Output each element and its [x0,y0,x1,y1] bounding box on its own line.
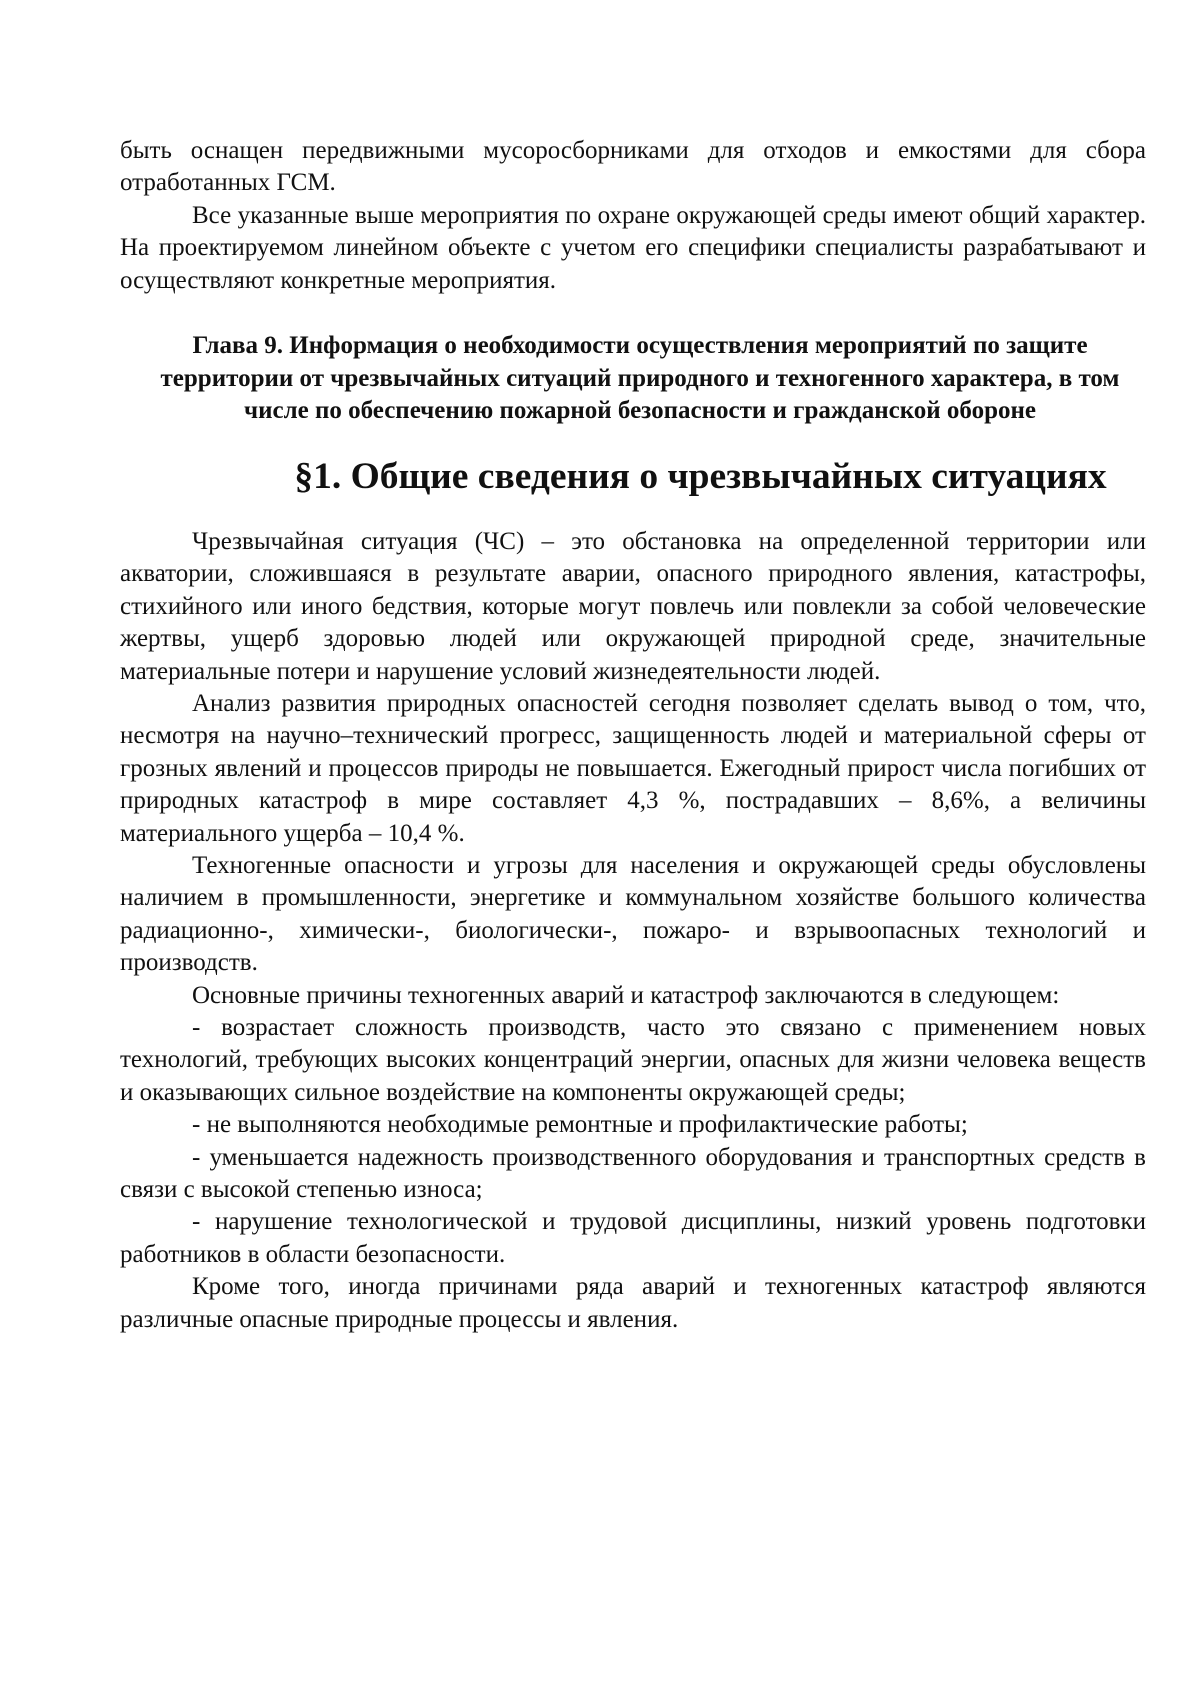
paragraph-main-causes: Основные причины техногенных аварий и катастроф заключаются в следующем: [192,981,1060,1009]
document-page [120,135,1146,1336]
paragraph-continued: быть оснащен передвижными мусоросборниками для отходов и емкостями для сбора отработанных ГСМ. [120,137,1146,197]
section-heading: §1. Общие сведения о чрезвычайных ситуациях [294,455,1107,497]
chapter-heading: Глава 9. Информация о необходимости осуществления мероприятий по защите территории от чрезвычайных ситуаций природного и техногенного характера, в том числе по обеспечению пожарной безопасности и гражданской обороне [160,332,1120,425]
paragraph-natural-hazards: Анализ развития природных опасностей сегодня позволяет сделать вывод о том, что, несмотря на научно–технический прогресс, защищенность людей и материальной сферы от грозных явлений и процессов природы не повышается. Ежегодный прирост числа погибших от природных катастроф в мире составляет 4,3 %, пострадавших – 8,6%, а величины материального ущерба – 10,4 %. [120,689,1146,847]
list-item-complexity: - возрастает сложность производств, часто это связано с применением новых технологий, требующих высоких концентраций энергии, опасных для жизни человека веществ и оказывающих сильное воздействие на компоненты окружающей среды; [120,1014,1146,1106]
paragraph-technogenic-hazards: Техногенные опасности и угрозы для населения и окружающей среды обусловлены наличием в промышленности, энергетике и коммунальном хозяйстве большого количества радиационно-, химически-, биологически-, пожаро- и взрывоопасных технологий и производств. [120,852,1146,977]
list-item-reliability: - уменьшается надежность производственного оборудования и транспортных средств в связи с высокой степенью износа; [120,1143,1146,1204]
list-item-maintenance: - не выполняются необходимые ремонтные и профилактические работы; [192,1111,968,1139]
paragraph-environment-measures: Все указанные выше мероприятия по охране окружающей среды имеют общий характер. На проектируемом линейном объекте с учетом его специфики специалисты разрабатывают и осуществляют конкретные мероприятия. [120,201,1146,294]
paragraph-natural-causes: Кроме того, иногда причинами ряда аварий и техногенных катастроф являются различные опасные природные процессы и явления. [120,1273,1146,1333]
paragraph-emergency-definition: Чрезвычайная ситуация (ЧС) – это обстановка на определенной территории или акватории, сложившаяся в результате аварии, опасного природного явления, катастрофы, стихийного или иного бедствия, которые могут повлечь или повлекли за собой человеческие жертвы, ущерб здоровью людей или окружающей природной среде, значительные материальные потери и нарушение условий жизнедеятельности людей. [120,527,1146,685]
list-item-discipline: - нарушение технологической и трудовой дисциплины, низкий уровень подготовки работников в области безопасности. [120,1208,1146,1268]
